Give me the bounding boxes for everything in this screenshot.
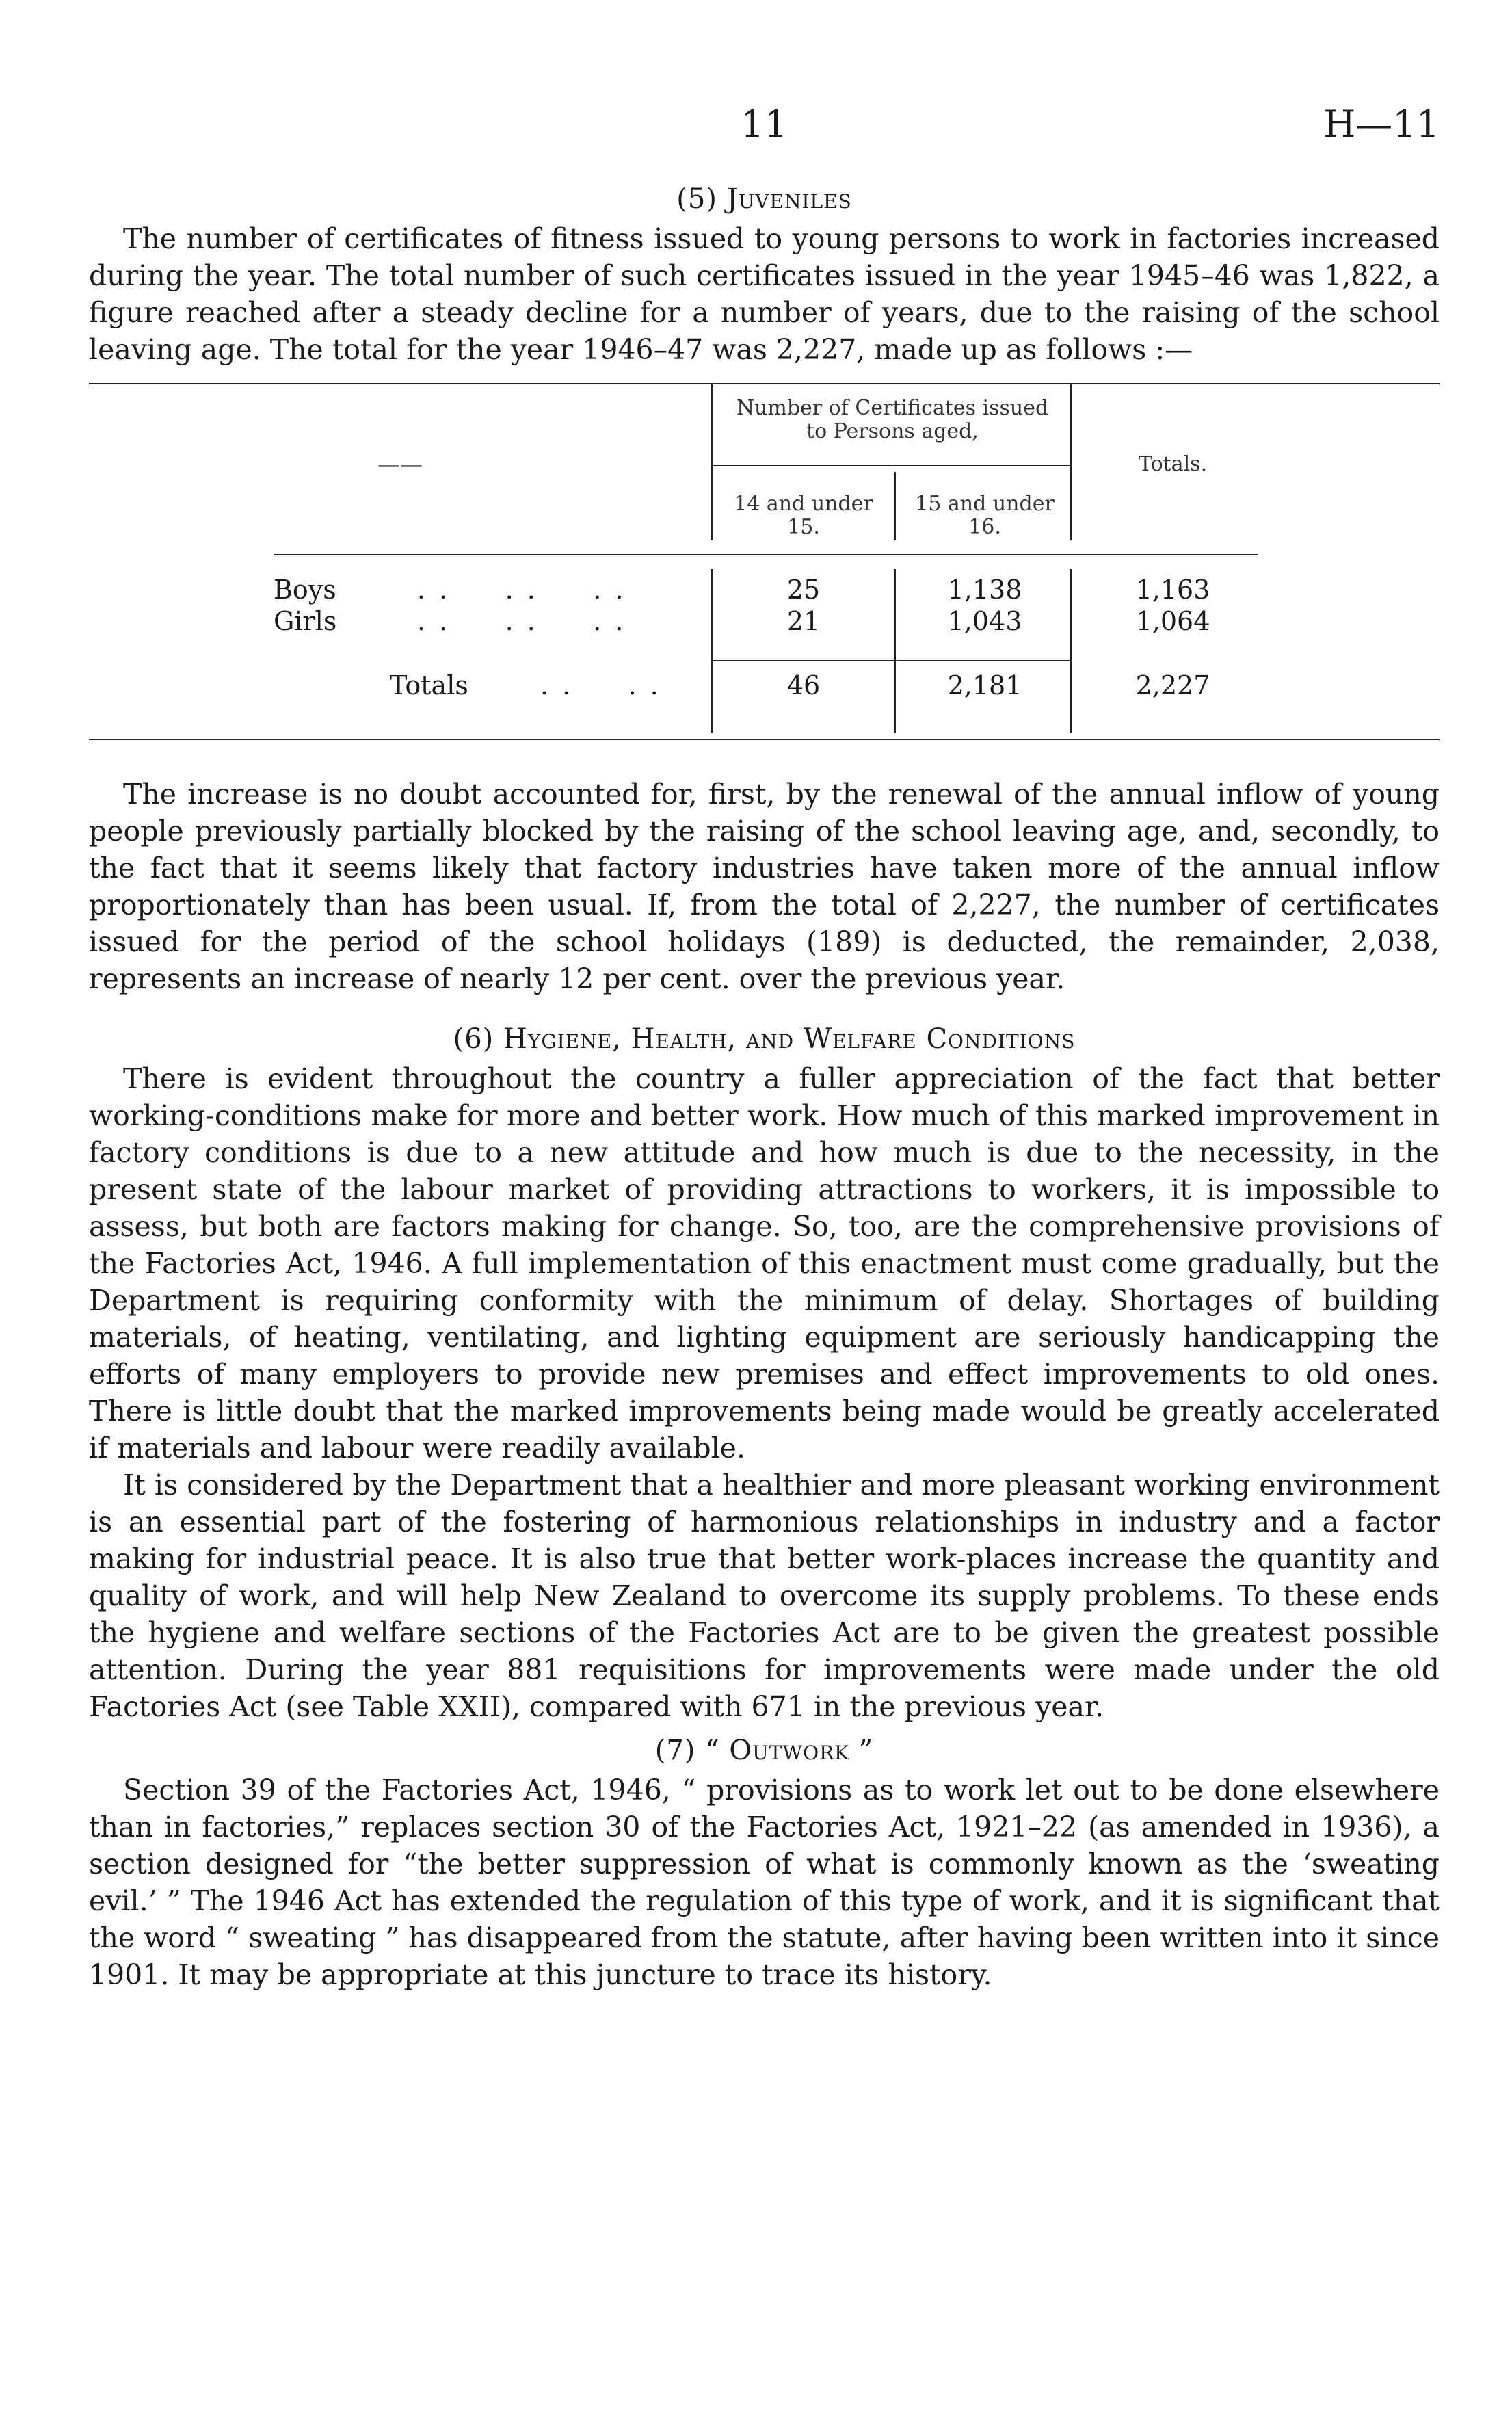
- table-rule-group: [711, 465, 1070, 466]
- table-col-header: 15 and under 16.: [915, 492, 1055, 539]
- table-vrule: [1070, 383, 1072, 540]
- table-rule-top: [89, 383, 1440, 384]
- table-vrule: [711, 569, 713, 733]
- section-title: Juveniles: [726, 183, 852, 215]
- table-rule-header: [274, 554, 1258, 555]
- section-number: (6): [453, 1023, 494, 1055]
- paragraph: The increase is no doubt accounted for, first, by the renewal of the annual inflow of young people previously partially blocked by the raising of the school leaving age, and, secondly, to the fact that it seems likely that factory industries have taken more of the annual inflow proportionately than has been usual. If, from the total of 2,227, the number of certificates issued for the period of the school holidays (189) is deducted, the remainder, 2,038, represents an increase of nearly 12 per cent. over the previous year.: [89, 778, 1440, 995]
- table-cell: 25: [786, 575, 821, 605]
- table-vrule: [711, 383, 713, 540]
- table-vrule: [894, 472, 896, 540]
- table-col-header: 14 and under 15.: [734, 492, 873, 539]
- paragraph: It is considered by the Department that a healthier and more pleasant working environment is an essential part of the fostering of harmonious relationships in industry and a factor making for industrial peace. It is also true that better work-places increase the quantity and quality of work, and will help New Zealand to overcome its supply problems. To these ends the hygiene and welfare sections of the Factories Act are to be given the greatest possible attention. During the year 881 requisitions for improvements were made under the old Factories Act (see Table XXII), compared with 671 in the previous year.: [89, 1469, 1440, 1723]
- document-code: H—11: [1323, 103, 1440, 146]
- table-rule-total: [711, 660, 1070, 661]
- table-row-label: Boys: [274, 575, 336, 605]
- section-heading-hygiene: [89, 1023, 1440, 1055]
- table-total-label: Totals: [390, 670, 468, 700]
- table-cell: 1,064: [1135, 606, 1210, 636]
- table-row-label: Girls: [274, 606, 337, 636]
- section-heading-outwork: [89, 1735, 1440, 1766]
- table-vrule: [894, 569, 896, 733]
- table-vrule: [1070, 569, 1072, 733]
- table-row-leaders: . . . .: [540, 670, 661, 700]
- table-blank-header: ——: [377, 451, 423, 477]
- certificates-table: [89, 376, 1440, 759]
- section-heading-juveniles: [89, 183, 1440, 215]
- table-rule-bottom: [89, 739, 1440, 740]
- table-cell: 21: [786, 606, 821, 636]
- section-number: (7): [654, 1735, 696, 1766]
- paragraph: Section 39 of the Factories Act, 1946, “ provisions as to work let out to be done elsewhere than in factories,” replaces section 30 of the Factories Act, 1921–22 (as amended in 1936), a section designed for “the better suppression of what is commonly known as the ‘sweating evil.’ ” The 1946 Act has extended the regulation of this type of work, and it is significant that the word “ sweating ” has disappeared from the statute, after having been written into it since 1901. It may be appropriate at this juncture to trace its history.: [89, 1774, 1440, 1991]
- paragraph: There is evident throughout the country a fuller appreciation of the fact that better working-conditions make for more and better work. How much of this marked improvement in factory conditions is due to a new attitude and how much is due to the necessity, in the present state of the labour market of providing attractions to workers, it is impossible to assess, but both are factors making for change. So, too, are the comprehensive provisions of the Factories Act, 1946. A full implementation of this enactment must come gradually, but the Department is requiring conformity with the minimum of delay. Shortages of building materials, of heating, ventilating, and lighting equipment are seriously handicapping the efforts of many employers to provide new premises and effect improvements to old ones. There is little doubt that the marked improvements being made would be greatly accelerated if materials and labour were readily available.: [89, 1062, 1440, 1464]
- table-cell: 1,043: [947, 606, 1022, 636]
- table-cell: 2,227: [1135, 670, 1210, 700]
- table-cell: 1,163: [1135, 575, 1210, 605]
- table-cell: 46: [786, 670, 821, 700]
- document-page: [89, 103, 1440, 1993]
- table-row-leaders: . . . . . .: [417, 606, 626, 636]
- section-title: Hygiene, Health, and Welfare Conditions: [503, 1023, 1076, 1055]
- table-row-leaders: . . . . . .: [417, 575, 626, 605]
- table-cell: 1,138: [947, 575, 1022, 605]
- table-group-header: Number of Certificates issued to Persons aged,: [736, 396, 1049, 443]
- paragraph: The number of certificates of fitness issued to young persons to work in factories increased during the year. The total number of such certificates issued in the year 1945–46 was 1,822, a figure reached after a steady decline for a number of years, due to the raising of the school leaving age. The total for the year 1946–47 was 2,227, made up as follows :—: [89, 222, 1440, 366]
- page-header: [89, 103, 1440, 157]
- table-cell: 2,181: [947, 670, 1022, 700]
- section-number: (5): [676, 183, 717, 215]
- page-number: 11: [741, 103, 788, 146]
- section-title: “ Outwork ”: [705, 1735, 874, 1766]
- table-col-header: Totals.: [1138, 452, 1208, 476]
